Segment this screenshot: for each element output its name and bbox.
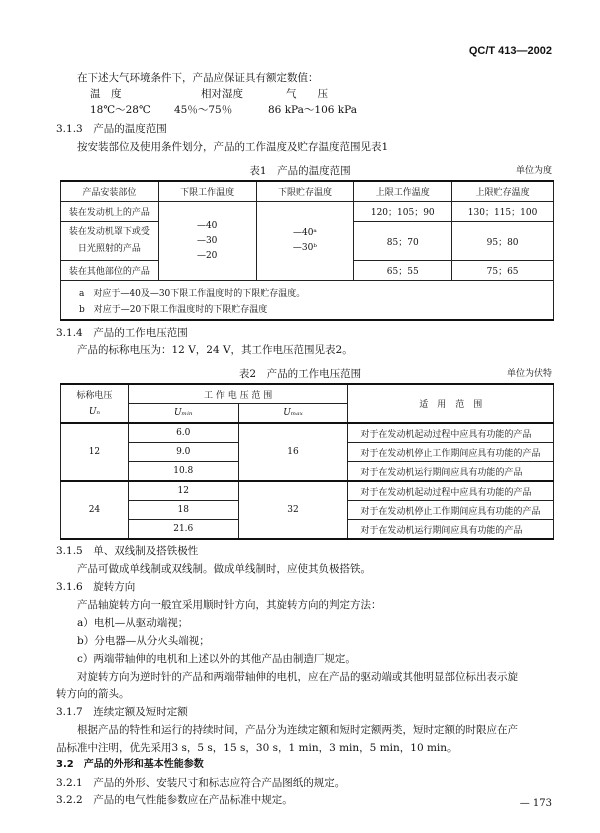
table1-place-text: 装在发动机罩下或受日光照射的产品 (68, 227, 150, 254)
table1-low-store-cell (256, 202, 354, 281)
temperature-table (60, 180, 554, 321)
table1-low-store-value: —30ᵇ (292, 243, 317, 253)
rotation-item-b: b）分电器—从分火头端视； (77, 635, 210, 647)
table2-header-nominal-label: 标称电压 (76, 390, 113, 401)
table2-header-nominal (61, 384, 129, 423)
section-3-1-5-text: 产品可做成单线制或双线制。做成单线制时，应使其负极搭铁。 (77, 563, 371, 575)
cond-value-pressure: 86 kPa～106 kPa (268, 104, 358, 116)
table2-header-umax: Uₘₐₓ (238, 404, 348, 424)
table1-note: a 对应于—40及—30下限工作温度时的下限贮存温度。 (61, 281, 554, 301)
intro-line: 在下述大气环境条件下，产品应保证具有额定数值： (77, 72, 319, 84)
section-3-1-5-title: 3.1.5 单、双线制及搭铁极性 (56, 545, 199, 557)
table2-umin: 9.0 (128, 443, 238, 462)
cond-head-temp: 温 度 (90, 88, 122, 100)
table2-umax-32: 32 (238, 481, 348, 539)
section-3-1-7-line1: 根据产品的特性和运行的持续时间，产品分为连续定额和短时定额两类，短时定额的时限应在产 (77, 724, 518, 736)
section-3-2-1-text: 3.2.1 产品的外形、安装尺寸和标志应符合产品图纸的规定。 (56, 777, 346, 789)
table1-header-place: 产品安装部位 (61, 181, 159, 202)
table1-up-store: 95；80 (452, 222, 554, 261)
table2-unit: 单位为伏特 (506, 369, 552, 379)
section-3-1-6-text: 产品轴旋转方向一般宜采用顺时针方向，其旋转方向的判定方法： (77, 599, 382, 611)
table2-header-umin: Uₘᵢₙ (128, 404, 238, 424)
table1-note: b 对应于—20下限工作温度时的下限贮存温度 (61, 300, 554, 320)
table2-nominal-12: 12 (61, 423, 129, 481)
table1-place (61, 222, 159, 261)
table1-up-store: 75；65 (452, 261, 554, 281)
section-3-1-7-line2: 品标准中注明，优先采用3 s，5 s，15 s，30 s，1 min，3 min，5 min，10 min。 (56, 742, 458, 754)
section-3-1-6-title: 3.1.6 旋转方向 (56, 581, 136, 593)
section-3-2-title: 3.2 产品的外形和基本性能参数 (56, 759, 204, 770)
table2-application: 对于在发动机运行期间应具有功能的产品 (348, 520, 554, 540)
cond-head-humidity: 相对湿度 (201, 88, 243, 100)
table1-header-low-store: 下限贮存温度 (256, 181, 354, 202)
table2-header-range: 工 作 电 压 范 围 (128, 384, 348, 404)
standard-code: QC/T 413—2002 (468, 45, 552, 57)
section-3-1-4-text: 产品的标称电压为：12 V，24 V，其工作电压范围见表2。 (77, 344, 353, 356)
table2-umin: 6.0 (128, 423, 238, 443)
table1-low-work-value: —40 (196, 220, 218, 231)
table1-low-store-value: —40ᵃ (292, 228, 317, 238)
table1-up-store: 130；115；100 (452, 202, 554, 222)
table2-header-un: Uₙ (88, 406, 101, 417)
table1-header-up-store: 上限贮存温度 (452, 181, 554, 202)
table2-umax-16: 16 (238, 423, 348, 481)
table1-caption: 表1 产品的温度范围 (249, 165, 351, 177)
table2-application: 对于在发动机运行期间应具有功能的产品 (348, 462, 554, 482)
section-3-1-4-title: 3.1.4 产品的工作电压范围 (56, 327, 188, 339)
table1-low-work-value: —20 (196, 250, 218, 261)
table2-umin: 21.6 (128, 520, 238, 540)
rotation-item-c: c）两端带轴伸的电机和上述以外的其他产品由制造厂规定。 (77, 653, 356, 665)
table2-umin: 10.8 (128, 462, 238, 482)
table2-header-application: 适 用 范 围 (348, 384, 554, 423)
section-3-1-3-title: 3.1.3 产品的温度范围 (56, 123, 167, 135)
table1-low-work-cell (158, 202, 256, 281)
table2-nominal-24: 24 (61, 481, 129, 539)
rotation-item-a: a）电机—从驱动端视； (77, 617, 189, 629)
cond-head-pressure: 气 压 (286, 88, 328, 100)
rotation-note-line2: 转方向的箭头。 (56, 688, 130, 700)
table1-place: 装在其他部位的产品 (61, 261, 159, 281)
rotation-note-line1: 对旋转方向为逆时针的产品和两端带轴伸的电机，应在产品的驱动端或其他明显部位标出表示旋 (77, 671, 518, 683)
table2-umin: 18 (128, 501, 238, 520)
table1-place: 装在发动机上的产品 (61, 202, 159, 222)
section-3-1-7-title: 3.1.7 连续定额及短时定额 (56, 706, 188, 718)
table1-low-work-value: —30 (196, 235, 218, 246)
voltage-table (60, 383, 554, 540)
table2-umin: 12 (128, 481, 238, 501)
table1-header-low-work: 下限工作温度 (158, 181, 256, 202)
table1-header-up-work: 上限工作温度 (354, 181, 452, 202)
table2-caption: 表2 产品的工作电压范围 (238, 368, 362, 380)
cond-value-humidity: 45％～75％ (174, 104, 233, 116)
table2-application: 对于在发动机起动过程中应具有功能的产品 (348, 481, 554, 501)
table1-up-work: 65；55 (354, 261, 452, 281)
table1-up-work: 85；70 (354, 222, 452, 261)
page-number: — 173 (519, 798, 552, 809)
table1-unit: 单位为度 (515, 166, 552, 176)
section-3-1-3-text: 按安装部位及使用条件划分，产品的工作温度及贮存温度范围见表1 (77, 141, 389, 153)
table1-up-work: 120；105；90 (354, 202, 452, 222)
table2-application: 对于在发动机起动过程中应具有功能的产品 (348, 423, 554, 443)
table2-application: 对于在发动机停止工作期间应具有功能的产品 (348, 443, 554, 462)
section-3-2-2-text: 3.2.2 产品的电气性能参数应在产品标准中规定。 (56, 794, 293, 806)
table2-application: 对于在发动机停止工作期间应具有功能的产品 (348, 501, 554, 520)
cond-value-temp: 18℃～28℃ (90, 104, 151, 116)
